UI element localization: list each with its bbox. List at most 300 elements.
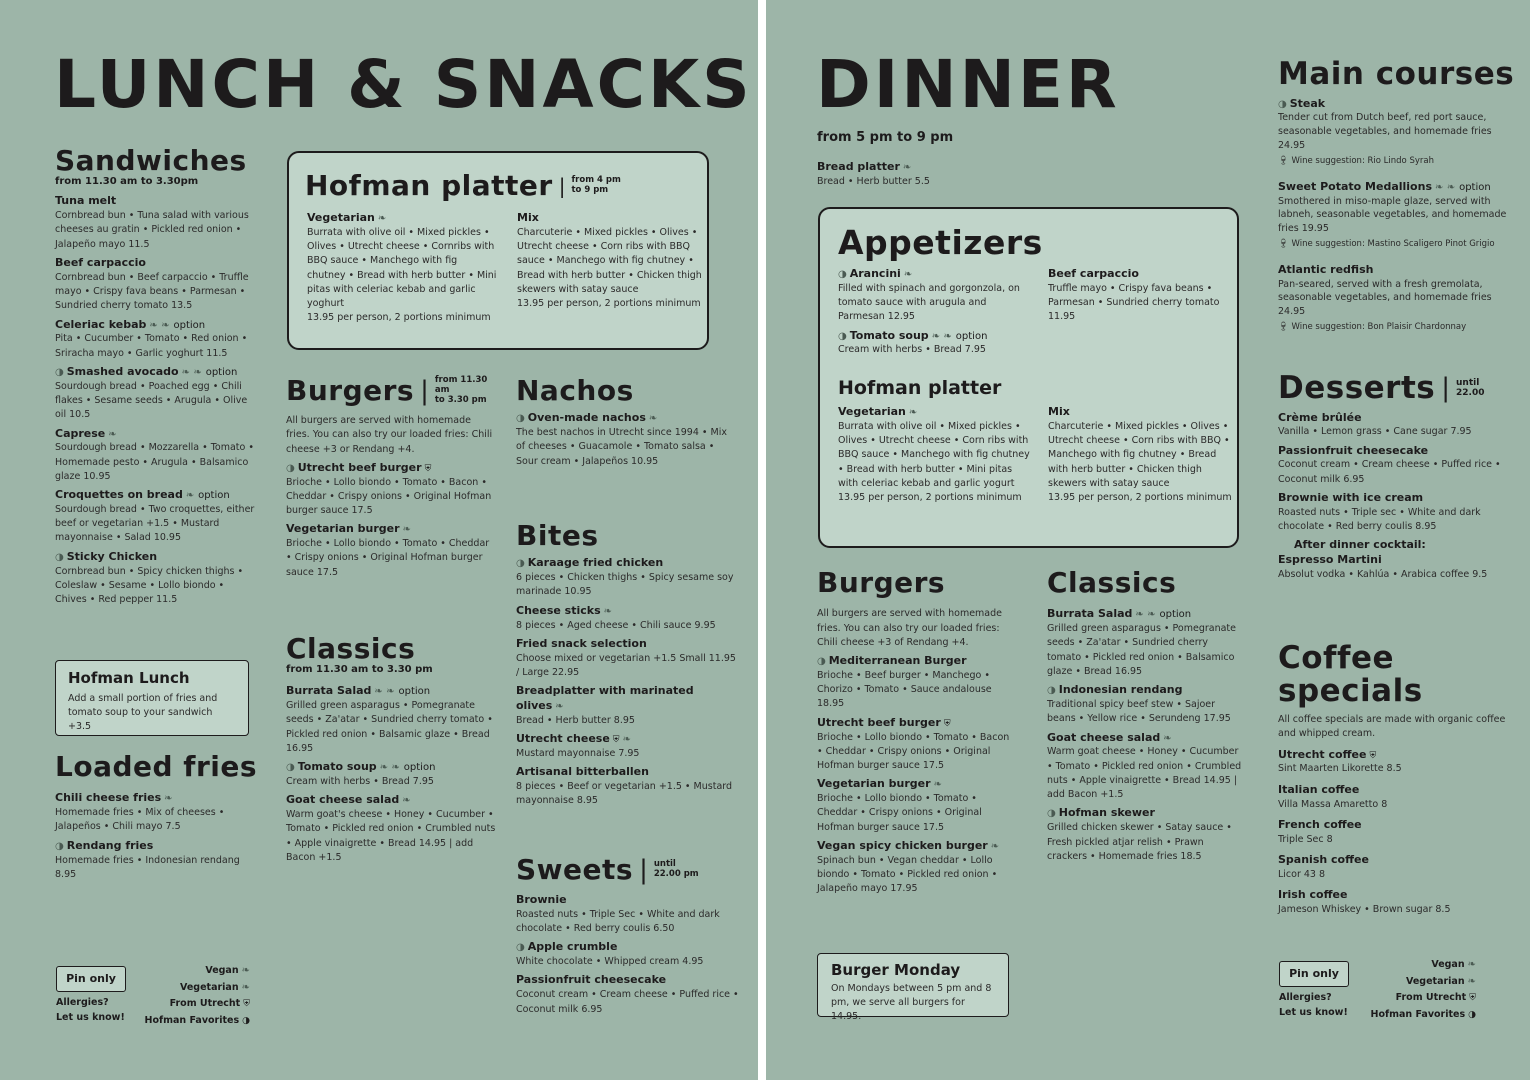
wine-suggestion [1278, 322, 1510, 332]
item-label: Apple crumble [527, 940, 618, 954]
menu-item-desc: Villa Massa Amaretto 8 [1278, 798, 1388, 810]
burgers-section [286, 376, 496, 580]
menu-item-desc: 6 pieces • Chicken thighs • Spicy sesame soy marinade 10.95 [516, 572, 734, 598]
loaded-fries-heading: Loaded fries [55, 750, 258, 783]
menu-item-desc: Traditional spicy beef stew • Sajoer beans • Yellow rice • Serundeng 17.95 [1047, 699, 1231, 725]
menu-item-name [817, 654, 1015, 669]
dinner-platter-vegetarian [838, 405, 1030, 505]
sweets-section [516, 855, 740, 1017]
sweets-heading: Sweets [516, 853, 634, 887]
menu-item-desc: The best nachos in Utrecht since 1994 • Mix of cheeses • Guacamole • Tomato salsa • Sour cream • Jalapeños 10.95 [516, 427, 727, 467]
item-label: Croquettes on bread [55, 488, 183, 502]
menu-item-name [1047, 806, 1243, 821]
burgers-heading: Burgers [286, 374, 415, 408]
menu-item-name: Brownie [516, 893, 567, 906]
menu-item-desc: Tender cut from Dutch beef, red port sauce, seasonable vegetables, and homemade fries 24.95 [1278, 112, 1492, 151]
item-label: Vegetarian burger [286, 522, 400, 536]
leaf-icon: ❧ ❧ [1435, 181, 1456, 193]
menu-item-desc: Sourdough bread • Mozzarella • Tomato • Homemade pesto • Arugula • Balsamico glaze 10.95 [55, 442, 254, 482]
menu-item-desc: 8 pieces • Aged cheese • Chili sauce 9.95 [516, 619, 716, 631]
cocktail-desc: Absolut vodka • Kahlúa • Arabica coffee 9.5 [1278, 569, 1488, 581]
divider: | [558, 173, 566, 198]
hofman-favorite-icon: ◑ [838, 330, 847, 342]
menu-item-price: 13.95 per person, 2 portions minimum [1048, 492, 1232, 504]
legend-vegetarian [130, 979, 250, 996]
item-label: Utrecht cheese [516, 732, 610, 746]
desserts-heading: Desserts [1278, 370, 1436, 406]
burger-monday-box [817, 953, 1009, 1022]
menu-item-name [838, 405, 1030, 420]
option-label: option [1159, 609, 1192, 621]
item-label: Sticky Chicken [66, 549, 158, 563]
item-label: Cheese sticks [516, 603, 601, 617]
menu-item-name: Irish coffee [1278, 887, 1348, 901]
menu-item-desc: Coconut cream • Cream cheese • Puffed rice • Coconut milk 6.95 [516, 989, 739, 1015]
item-label: Burrata Salad [1047, 607, 1133, 621]
classics-heading: Classics [286, 632, 416, 665]
item-label: Mediterranean Burger [828, 654, 967, 668]
menu-item-name [838, 329, 1030, 344]
desserts-hours [1456, 378, 1484, 399]
leaf-icon: ❧ [1163, 732, 1172, 744]
sandwiches-hours: from 11.30 am to 3.30pm [55, 176, 199, 188]
leaf-icon: ❧ [903, 269, 913, 280]
hofman-lunch-title: Hofman Lunch [68, 669, 190, 687]
leaf-icon: ❧ [402, 795, 411, 807]
leaf-icon: ❧ [603, 605, 613, 617]
legend-label: Vegetarian [1406, 976, 1465, 988]
menu-item-desc: Charcuterie • Mixed pickles • Olives • Utrecht cheese • Corn ribs with BBQ • Manchego with fig chutney • Bread with herb butter • Chicken thigh skewers with satay sauce [1048, 420, 1230, 489]
option-label: option [403, 762, 436, 774]
menu-item-name: Italian coffee [1278, 782, 1360, 796]
menu-item-name: Passionfruit cheesecake [1278, 443, 1429, 457]
menu-item-name: Artisanal bitterballen [516, 765, 649, 779]
wine-label: Wine suggestion: Rio Lindo Syrah [1291, 155, 1434, 166]
menu-item-name: Fried snack selection [516, 636, 647, 650]
menu-item-name [55, 318, 255, 333]
leaf-icon: ❧ ❧ [931, 330, 952, 342]
menu-item-desc: Cornbread bun • Spicy chicken thighs • Coleslaw • Sesame • Lollo biondo • Chives • Red pepper 11.5 [55, 565, 244, 606]
utrecht-shield-icon: ⛨ [612, 735, 620, 746]
platter-hours [571, 176, 620, 196]
legend-vegan [1356, 956, 1476, 973]
menu-item-name [516, 684, 740, 714]
menu-item-desc: Sourdough bread • Poached egg • Chili flakes • Sesame seeds • Arugula • Olive oil 10.5 [55, 380, 248, 421]
burger-monday-desc: On Mondays between 5 pm and 8 pm, we serve all burgers for 14.95. [831, 982, 992, 1022]
legend-from-utrecht [130, 996, 250, 1012]
nachos-heading: Nachos [516, 374, 634, 407]
coffee-heading-1: Coffee [1278, 640, 1395, 676]
leaf-icon: ❧ [648, 413, 658, 425]
menu-item-name [55, 427, 255, 442]
coffee-intro: All coffee specials are made with organic coffee and whipped cream. [1278, 714, 1506, 740]
leaf-icon: ❧ [241, 965, 250, 976]
item-label: Steak [1289, 96, 1326, 110]
leaf-icon: ❧ [402, 524, 411, 536]
hofman-favorite-icon: ◑ [1278, 98, 1287, 110]
leaf-icon: ❧ ❧ [374, 686, 395, 698]
menu-item-desc: Spinach bun • Vegan cheddar • Lollo biondo • Tomato • Pickled red onion • Jalapeño mayo 17.95 [817, 854, 998, 895]
menu-item-name: Beef carpaccio [55, 255, 146, 269]
time-from: from 11.30 am [434, 375, 488, 396]
wine-suggestion [1278, 156, 1510, 166]
dinner-classics-heading: Classics [1047, 566, 1177, 599]
coffee-heading-2: specials [1278, 672, 1423, 709]
menu-item-name [817, 777, 1015, 792]
menu-item-desc: Cornbread bun • Tuna salad with various cheeses au gratin • Pickled red onion • Jalapeño mayo 11.5 [55, 210, 249, 250]
menu-item-name: Mix [1048, 405, 1070, 418]
dinner-burgers-intro: All burgers are served with homemade fries. You can also try our loaded fries: Chili cheese +3 of Rendang +4. [817, 608, 1002, 648]
menu-item-desc: Grilled green asparagus • Pomegranate seeds • Za'atar • Sundried cherry tomato • Pickled red onion • Balsamico glaze • Bread 16.95 [1047, 623, 1237, 677]
hofman-platter-box [287, 151, 709, 350]
item-label: Vegan spicy chicken burger [817, 838, 988, 852]
menu-item-desc: Cream with herbs • Bread 7.95 [286, 776, 434, 788]
utrecht-shield-icon: ⛨ [243, 999, 250, 1010]
legend [1356, 956, 1476, 1023]
time-from: from 4 pm [571, 174, 621, 185]
menu-item-desc: Coconut cream • Cream cheese • Puffed rice • Coconut milk 6.95 [1278, 459, 1501, 485]
item-label: Rendang fries [66, 838, 154, 852]
item-label: Utrecht beef burger [297, 460, 422, 474]
menu-item-name [516, 940, 740, 955]
item-label: Celeriac kebab [55, 317, 147, 331]
burgers-intro: All burgers are served with homemade fries. You can also try our loaded fries: Chili cheese +3 or Rendang +4. [286, 415, 493, 455]
pin-only-badge: Pin only [1279, 961, 1349, 987]
menu-item-name [817, 839, 1015, 854]
menu-item-desc: Grilled chicken skewer • Satay sauce • Fresh pickled atjar relish • Prawn crackers • Homemade fries 18.5 [1047, 822, 1232, 862]
menu-item-name [55, 791, 255, 806]
legend-vegan [130, 962, 250, 979]
lunch-title: LUNCH & SNACKS [54, 46, 753, 123]
burgers-header [286, 376, 496, 406]
menu-item-name [1047, 731, 1243, 746]
cocktail-name: Espresso Martini [1278, 553, 1382, 567]
menu-item-desc: Triple Sec 8 [1278, 833, 1333, 845]
menu-item-name: Brownie with ice cream [1278, 490, 1424, 504]
menu-item-name: Spanish coffee [1278, 852, 1369, 866]
leaf-icon: ❧ ❧ [379, 762, 400, 774]
platter-vegetarian [307, 211, 497, 326]
hofman-favorite-icon: ◑ [55, 366, 64, 378]
menu-item-desc: Licor 43 8 [1278, 868, 1326, 880]
legend-label: Hofman Favorites [1370, 1008, 1466, 1020]
until-time: 22.00 [1456, 388, 1485, 399]
leaf-icon: ❧ [622, 734, 631, 746]
main-courses-section [1278, 56, 1515, 332]
menu-item-name [286, 522, 496, 537]
option-label: option [1459, 181, 1491, 193]
wine-glass-icon: 🍷︎ [1278, 238, 1292, 249]
menu-item-desc: Pan-seared, served with a fresh gremolata, seasonable vegetables, and homemade fries 24.95 [1278, 278, 1492, 318]
leaf-icon: ❧ [185, 490, 195, 502]
coffee-section [1278, 642, 1508, 917]
item-label: Tomato soup [849, 328, 929, 342]
legend-favorites [1356, 1007, 1476, 1023]
sweets-hours [654, 860, 699, 880]
dinner-platter-mix [1048, 405, 1232, 505]
menu-item-desc: Grilled green asparagus • Pomegranate seeds • Za'atar • Sundried cherry tomato • Pickled red onion • Balsamic glaze • Bread 16.95 [286, 700, 493, 754]
bread-platter [817, 160, 1017, 189]
hofman-favorite-icon: ◑ [55, 551, 64, 563]
leaf-icon: ❧ [908, 407, 918, 418]
menu-item-name [286, 684, 496, 699]
hofman-favorite-icon: ◑ [1047, 685, 1056, 697]
item-label: Vegetarian burger [817, 777, 931, 791]
menu-item-desc: Warm goat's cheese • Honey • Cucumber • Tomato • Pickled red onion • Crumbled nuts • Apple vinaigrette • Bread 14.95 | add Bacon +1.5 [286, 809, 496, 863]
menu-item-name [817, 160, 1017, 175]
hofman-lunch-box [55, 660, 249, 736]
dinner-classics-section [1047, 568, 1243, 864]
utrecht-shield-icon: ⛨ [424, 463, 432, 474]
legend-label: From Utrecht [169, 998, 241, 1010]
menu-item-desc: Charcuterie • Mixed pickles • Olives • Utrecht cheese • Corn ribs with BBQ sauce • Manchego with fig chutney • Bread with herb butter • Chicken thigh skewers with satay sauce [517, 226, 702, 295]
time-to: to 9 pm [571, 184, 609, 195]
leaf-icon: ❧ [1467, 976, 1476, 988]
menu-item-desc: Brioche • Beef burger • Manchego • Chorizo • Tomato • Sauce andalouse 18.95 [817, 669, 992, 710]
menu-item-desc: Smothered in miso-maple glaze, served with labneh, seasonable vegetables, and homemade fries 19.95 [1278, 195, 1507, 235]
leaf-icon: ❧ [1467, 959, 1476, 970]
menu-item-desc: Sourdough bread • Two croquettes, either beef or vegetarian +1.5 • Mustard mayonnaise • Salad 10.95 [55, 503, 255, 544]
menu-item-desc: Bread • Herb butter 8.95 [516, 714, 635, 726]
leaf-icon: ❧ [933, 779, 942, 791]
menu-item-name [55, 488, 255, 503]
burger-monday-title: Burger Monday [831, 961, 961, 979]
utrecht-shield-icon: ⛨ [1469, 993, 1476, 1004]
allergies-note [1279, 991, 1348, 1020]
hofman-favorite-icon: ◑ [286, 462, 295, 474]
dinner-title: DINNER [816, 46, 1120, 123]
item-label: Karaage fried chicken [527, 556, 664, 570]
leaf-icon: ❧ ❧ [149, 319, 170, 331]
platter-header [305, 171, 621, 200]
leaf-icon: ❧ [990, 840, 1000, 852]
appetizers-left [838, 267, 1030, 358]
menu-item-name [1047, 683, 1243, 698]
leaf-icon: ❧ ❧ [181, 366, 202, 378]
menu-item-name [55, 839, 255, 854]
wine-glass-icon: 🍷︎ [1278, 155, 1292, 166]
hofman-favorite-icon: ◑ [1468, 1009, 1476, 1020]
menu-item-desc: Truffle mayo • Crispy fava beans • Parmesan • Sundried cherry tomato 11.95 [1048, 282, 1220, 323]
menu-item-name: Tuna melt [55, 194, 117, 208]
item-label: Chili cheese fries [55, 791, 162, 805]
option-label: option [173, 319, 206, 331]
menu-item-desc: Sint Maarten Likorette 8.5 [1278, 763, 1402, 775]
menu-item-desc: Bread • Herb butter 5.5 [817, 175, 930, 187]
menu-item-name [1278, 180, 1510, 195]
sweets-header [516, 855, 740, 885]
menu-item-name [516, 604, 740, 619]
dinner-page [766, 0, 1530, 1080]
appetizers-right [1048, 267, 1232, 325]
bites-section [516, 521, 740, 809]
hofman-favorite-icon: ◑ [286, 762, 295, 774]
time-to: to 3.30 pm [434, 394, 487, 405]
menu-item-name: Passionfruit cheesecake [516, 973, 667, 987]
divider: | [420, 376, 429, 406]
menu-item-name [516, 411, 736, 426]
hofman-favorite-icon: ◑ [1047, 808, 1056, 820]
legend-label: From Utrecht [1395, 992, 1467, 1004]
bites-heading: Bites [516, 519, 599, 552]
classics-section [286, 634, 496, 865]
main-courses-heading: Main courses [1278, 56, 1515, 92]
leaf-icon: ❧ [555, 701, 564, 713]
item-label: Hofman skewer [1058, 806, 1155, 820]
item-label: Vegetarian [838, 405, 906, 418]
utrecht-shield-icon: ⛨ [1369, 750, 1377, 761]
item-label: Oven-made nachos [527, 411, 646, 425]
menu-item-price: 13.95 per person, 2 portions minimum [517, 298, 701, 310]
platter-mix [517, 211, 703, 311]
hofman-favorite-icon: ◑ [516, 942, 525, 954]
leaf-icon: ❧ ❧ [1135, 609, 1156, 621]
menu-item-name: Beef carpaccio [1048, 267, 1139, 280]
menu-item-price: 13.95 per person, 2 portions minimum [307, 312, 491, 324]
menu-item-name [286, 793, 496, 808]
hofman-favorite-icon: ◑ [55, 840, 64, 852]
appetizers-platter-heading: Hofman platter [838, 377, 1002, 399]
legend-label: Vegan [1431, 959, 1465, 970]
menu-item-name: Crème brûlée [1278, 410, 1362, 424]
menu-item-price: 13.95 per person, 2 portions minimum [838, 492, 1022, 504]
item-label: Indonesian rendang [1058, 683, 1183, 697]
menu-item-desc: Burrata with olive oil • Mixed pickles • Olives • Utrecht cheese • Cornribs with BBQ sauce • Manchego with fig chutney • Bread with herb butter • Mini pitas with celeriac kebab and garlic yoghurt [307, 226, 497, 310]
legend-label: Vegan [205, 965, 239, 976]
appetizers-box [818, 207, 1239, 548]
classics-hours: from 11.30 am to 3.30 pm [286, 664, 433, 676]
menu-item-name [516, 556, 740, 571]
menu-item-desc: Cream with herbs • Bread 7.95 [838, 344, 986, 356]
item-label: Caprese [55, 426, 106, 440]
menu-item-name [286, 760, 496, 775]
menu-item-desc: Brioche • Lollo biondo • Tomato • Bacon • Cheddar • Crispy onions • Original Hofman burger sauce 17.5 [286, 476, 492, 517]
option-label: option [198, 490, 230, 502]
legend [130, 962, 250, 1029]
option-label: option [955, 330, 988, 342]
item-label: Sweet Potato Medallions [1278, 179, 1432, 193]
until-time: 22.00 pm [653, 869, 699, 879]
menu-item-desc: Warm goat cheese • Honey • Cucumber • Tomato • Pickled red onion • Crumbled nuts • Apple vinaigrette • Bread 14.95 | add Bacon +1.5 [1047, 746, 1242, 801]
menu-item-desc: Homemade fries • Indonesian rendang 8.95 [55, 854, 240, 880]
menu-item-desc: Burrata with olive oil • Mixed pickles • Olives • Utrecht cheese • Corn ribs with BBQ sauce • Manchego with fig chutney • Bread with herb butter • Mini pitas with celeriac kebab and garlic yogurt [838, 420, 1030, 489]
appetizers-heading: Appetizers [838, 223, 1043, 262]
sandwiches-heading: Sandwiches [55, 144, 247, 177]
menu-item-name: French coffee [1278, 817, 1362, 831]
menu-item-name [838, 267, 1030, 282]
cocktail-label: After dinner cocktail: [1294, 538, 1426, 552]
menu-item-desc: Brioche • Lollo biondo • Tomato • Cheddar • Crispy onions • Original Hofman burger sauce 17.5 [817, 793, 982, 833]
hofman-lunch-desc: Add a small portion of fries and tomato soup to your sandwich +3.5 [68, 692, 218, 732]
menu-item-name [516, 732, 740, 747]
divider: | [1441, 373, 1451, 404]
menu-item-desc: Mustard mayonnaise 7.95 [516, 747, 640, 759]
menu-item-desc: Vanilla • Lemon grass • Cane sugar 7.95 [1278, 426, 1472, 438]
menu-item-desc: Brioche • Lollo biondo • Tomato • Bacon • Cheddar • Crispy onions • Original Hofman burger sauce 17.5 [817, 731, 1010, 772]
item-label: Goat cheese salad [1047, 730, 1161, 744]
menu-item-name: Mix [517, 211, 539, 224]
menu-item-desc: Filled with spinach and gorgonzola, on tomato sauce with arugula and Parmesan 12.95 [838, 282, 1020, 323]
option-label: option [398, 686, 431, 698]
leaf-icon: ❧ [902, 162, 912, 173]
dinner-hours: from 5 pm to 9 pm [817, 130, 954, 145]
hofman-favorite-icon: ◑ [516, 558, 525, 570]
hofman-favorite-icon: ◑ [817, 656, 826, 668]
legend-label: Hofman Favorites [144, 1014, 240, 1026]
until-label: until [1456, 377, 1480, 388]
item-label: Goat cheese salad [286, 793, 400, 807]
lunch-page [0, 0, 758, 1080]
dinner-burgers-section [817, 568, 1015, 897]
loaded-fries-section [55, 750, 258, 882]
nachos-section [516, 376, 736, 469]
wine-label: Wine suggestion: Bon Plaisir Chardonnay [1291, 321, 1467, 332]
desserts-header [1278, 372, 1508, 405]
wine-suggestion [1278, 239, 1510, 249]
let-us-know-label: Let us know! [1279, 1006, 1348, 1018]
menu-item-desc: Roasted nuts • Triple Sec • White and dark chocolate • Red berry coulis 6.50 [516, 908, 720, 935]
menu-item-name [307, 211, 497, 226]
menu-item-name: Atlantic redfish [1278, 262, 1374, 276]
wine-glass-icon: 🍷︎ [1278, 321, 1292, 332]
menu-item-name [55, 550, 255, 565]
menu-item-name [817, 716, 1015, 731]
item-label: Vegetarian [307, 211, 375, 224]
allergies-label: Allergies? [1279, 992, 1332, 1003]
menu-item-name [55, 365, 255, 380]
item-label: Utrecht beef burger [817, 715, 941, 729]
leaf-icon: ❧ [108, 428, 117, 440]
divider: | [639, 855, 648, 885]
let-us-know-label: Let us know! [56, 1011, 125, 1023]
menu-item-desc: Jameson Whiskey • Brown sugar 8.5 [1278, 903, 1451, 915]
hofman-favorite-icon: ◑ [242, 1015, 250, 1026]
item-label: Smashed avocado [66, 364, 179, 378]
item-label: Utrecht coffee [1278, 747, 1367, 761]
leaf-icon: ❧ [377, 213, 387, 224]
hofman-favorite-icon: ◑ [838, 269, 847, 280]
hofman-favorite-icon: ◑ [516, 413, 525, 425]
item-label: Tomato soup [297, 760, 377, 774]
menu-item-desc: Choose mixed or vegetarian +1.5 Small 11.95 / Large 22.95 [516, 652, 736, 678]
sandwiches-section [55, 146, 255, 607]
menu-item-desc: Cornbread bun • Beef carpaccio • Truffle mayo • Crispy fava beans • Parmesan • Sundried cherry tomato 13.5 [55, 271, 249, 312]
platter-heading: Hofman platter [305, 169, 553, 202]
desserts-section [1278, 372, 1508, 582]
menu-item-name [286, 461, 496, 476]
leaf-icon: ❧ [164, 793, 173, 805]
menu-item-desc: White chocolate • Whipped cream 4.95 [516, 956, 704, 968]
option-label: option [205, 366, 238, 378]
leaf-icon: ❧ [241, 982, 250, 994]
menu-item-desc: Roasted nuts • Triple sec • White and dark chocolate • Red berry coulis 8.95 [1278, 506, 1481, 533]
allergies-label: Allergies? [56, 997, 109, 1008]
menu-item-name [1047, 607, 1243, 622]
until-label: until [653, 859, 676, 870]
menu-item-desc: Pita • Cucumber • Tomato • Red onion • Sriracha mayo • Garlic yoghurt 11.5 [55, 333, 248, 359]
utrecht-shield-icon: ⛨ [943, 718, 951, 729]
wine-label: Wine suggestion: Mastino Scaligero Pinot Grigio [1291, 238, 1495, 249]
legend-favorites [130, 1013, 250, 1029]
dinner-burgers-heading: Burgers [817, 566, 946, 599]
legend-label: Vegetarian [180, 982, 239, 994]
item-label: Burrata Salad [286, 684, 372, 698]
menu-item-desc: 8 pieces • Beef or vegetarian +1.5 • Mustard mayonnaise 8.95 [516, 781, 733, 807]
allergies-note [56, 996, 125, 1025]
item-label: Arancini [849, 267, 901, 280]
menu-item-desc: Brioche • Lollo biondo • Tomato • Cheddar • Crispy onions • Original Hofman burger sauce 17.5 [286, 538, 490, 578]
item-label: Breadplatter with marinated olives [516, 684, 694, 713]
